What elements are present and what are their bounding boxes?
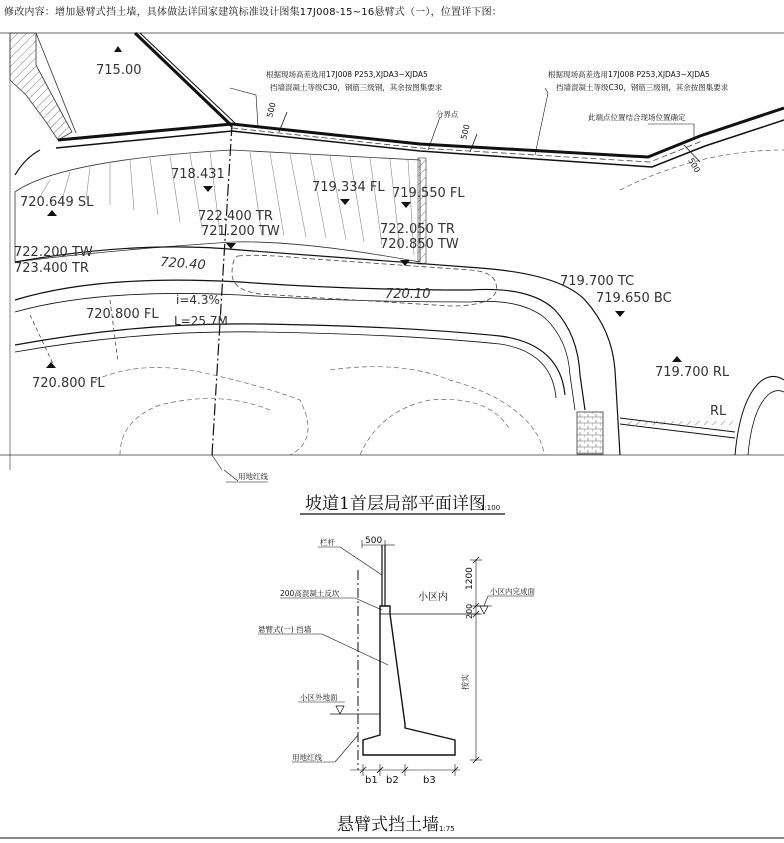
dim-b2: b2 [386, 775, 399, 786]
outside-ground-label: 小区外地面 [300, 693, 338, 702]
plan-ref-left-2: 挡墙混凝土等级C30，钢筋三级钢，其余按图集要求 [270, 83, 443, 92]
elev-723-400: 723.400 TR [14, 261, 89, 276]
rl-label: RL [710, 404, 727, 419]
curb-label: 200高混凝土反坎 [280, 589, 340, 598]
elev-722-050: 722.050 TR [380, 222, 455, 237]
inside-label: 小区内 [418, 592, 448, 603]
elev-720-10: 720.10 [385, 287, 431, 302]
plan-scale: 1:100 [480, 504, 501, 512]
dim-500-b: 500 [459, 123, 472, 141]
plan-ref-right-1: 根据现场高差选用17J008 P253,XJDA3~XJDA5 [548, 70, 710, 79]
elev-720-40: 720.40 [159, 255, 207, 274]
elev-719-650-bc: 719.650 BC [596, 291, 672, 306]
wall-type-label: 悬臂式(一) 挡墙 [258, 625, 312, 634]
dim-b1: b1 [365, 775, 378, 786]
dim-b3: b3 [423, 775, 436, 786]
elev-720-800-b: 720.800 FL [32, 376, 105, 391]
length-label: L=25.7M [174, 314, 228, 328]
dim-500-a: 500 [265, 101, 278, 119]
elev-719-700-rl: 719.700 RL [655, 365, 730, 380]
split-point-label: 分界点 [436, 110, 459, 119]
elev-722-400: 722.400 TR [198, 209, 273, 224]
section-scale: 1:75 [439, 825, 455, 833]
elev-718-431: 718.431 [171, 167, 225, 182]
dim-top-width: 500 [365, 536, 383, 546]
dim-curb-height: 200 [465, 603, 474, 619]
plan-ref-right-2: 挡墙混凝土等级C30，钢筋三级钢，其余按图集要求 [556, 83, 729, 92]
plan-ref-left-1: 根据现场高差选用17J008 P253,XJDA3~XJDA5 [266, 70, 428, 79]
elev-722-200: 722.200 TW [14, 245, 93, 260]
dim-500-c: 500 [686, 156, 702, 175]
section-red-line-label: 用地红线 [292, 753, 322, 762]
section-drawing [0, 536, 784, 838]
dim-rail-height: 1200 [465, 567, 475, 590]
elev-719-334: 719.334 FL [312, 180, 385, 195]
elev-720-800-a: 720.800 FL [86, 307, 159, 322]
inside-finish-label: 小区内完成面 [490, 587, 535, 596]
slope-label: i=4.3% [176, 293, 220, 307]
elev-719-550: 719.550 FL [392, 186, 465, 201]
wall-end-note: 此端点位置结合现场位置确定 [588, 113, 686, 122]
elev-720-649: 720.649 SL [20, 195, 94, 210]
plan-drawing [0, 33, 784, 514]
height-label: 按实 [461, 674, 470, 690]
header-note: 修改内容：增加悬臂式挡土墙，具体做法详国家建筑标准设计图集17J008-15~16悬臂式（一），位置详下图： [4, 7, 502, 18]
section-title: 悬臂式挡土墙 [337, 815, 439, 835]
elev-719-700-tc: 719.700 TC [560, 274, 635, 289]
elev-720-850: 720.850 TW [380, 237, 459, 252]
plan-red-line-label: 用地红线 [238, 472, 268, 481]
plan-title: 坡道1首层局部平面详图 [305, 494, 486, 514]
elev-715: 715.00 [96, 63, 142, 78]
railing-label: 栏杆 [320, 538, 335, 547]
elev-721-200: 721.200 TW [201, 224, 280, 239]
